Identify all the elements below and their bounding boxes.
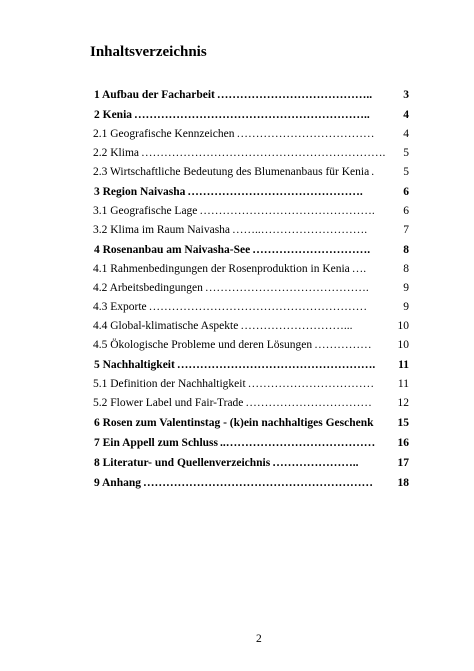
toc-entry-text: 2.2 Klima	[93, 147, 139, 159]
toc-entry[interactable]	[90, 355, 415, 375]
toc-entry-leader: …………………………………………………	[148, 301, 368, 313]
toc-entry-text: 1 Aufbau der Facharbeit	[94, 89, 215, 101]
toc-entry-page: 11	[397, 378, 409, 390]
toc-entry-leader: …………………………………………….	[176, 359, 376, 371]
toc-entry-leader: ..…………………………………	[219, 437, 376, 449]
toc-entry[interactable]	[90, 453, 415, 473]
toc-entry-text: 9 Anhang	[94, 477, 141, 489]
toc-entry[interactable]	[90, 221, 415, 240]
toc-entry-text: 3.1 Geografische Lage	[93, 205, 198, 217]
toc-entry[interactable]	[90, 336, 415, 355]
toc-entry[interactable]	[90, 182, 415, 202]
toc-entry[interactable]	[90, 473, 415, 493]
toc-entry-text: 4.1 Rahmenbedingungen der Rosenproduktion in Kenia	[93, 263, 350, 275]
toc-entry-leader: .	[371, 166, 375, 178]
toc-entry-page: 6	[403, 186, 409, 198]
toc-entry[interactable]	[90, 317, 415, 336]
toc-entry-page: 7	[403, 224, 409, 236]
toc-entry-page: 10	[397, 339, 409, 351]
toc-entry-page: 18	[397, 477, 409, 489]
toc-entry-page: 12	[397, 397, 409, 409]
toc-entry-text: 5.1 Definition der Nachhaltigkeit	[93, 378, 246, 390]
toc-entry-leader: ……………………………………….	[199, 205, 375, 217]
toc-entry[interactable]	[90, 240, 415, 260]
toc-entry-leader: ……………………………………….	[187, 186, 363, 198]
toc-entry[interactable]	[90, 202, 415, 221]
page-title: Inhaltsverzeichnis	[90, 44, 207, 60]
toc-entry-page: 9	[403, 282, 409, 294]
toc-entry-text: 3.2 Klima im Raum Naivasha	[93, 224, 231, 236]
toc-entry-page: 6	[403, 205, 409, 217]
toc-entry[interactable]	[90, 375, 415, 394]
toc-entry[interactable]	[90, 279, 415, 298]
toc-entry-page: 5	[403, 166, 409, 178]
toc-entry[interactable]	[90, 433, 415, 453]
toc-entry[interactable]	[90, 85, 415, 105]
toc-entry-text: 5.2 Flower Label und Fair-Trade	[93, 397, 244, 409]
toc-entry-text: 2.1 Geografische Kennzeichen	[93, 128, 235, 140]
toc-entry-page: 5	[403, 147, 409, 159]
toc-entry-text: 8 Literatur- und Quellenverzeichnis	[94, 457, 271, 469]
toc-entry[interactable]	[90, 394, 415, 413]
toc-entry-text: 6 Rosen zum Valentinstag - (k)ein nachhaltiges Geschenk	[94, 417, 374, 429]
toc-entry-text: 4 Rosenanbau am Naivasha-See	[94, 244, 251, 256]
toc-entry-page: 8	[403, 244, 409, 256]
toc-entry-leader: ……………………………………………………	[142, 477, 373, 489]
toc-entry-text: 4.2 Arbeitsbedingungen	[93, 282, 203, 294]
toc-entry[interactable]	[90, 413, 415, 433]
toc-entry-leader: ……………………………	[247, 378, 375, 390]
toc-entry-page: 9	[403, 301, 409, 313]
toc-entry-leader: ……………………………………………………..	[134, 109, 370, 121]
toc-entry[interactable]	[90, 163, 415, 182]
toc-entry-page: 8	[403, 263, 409, 275]
toc-entry-page: 15	[397, 417, 409, 429]
toc-entry-leader: …………………………………..	[216, 89, 373, 101]
toc-entry-leader: ………………………...	[240, 320, 353, 332]
toc-entry[interactable]	[90, 144, 415, 163]
toc-entry-text: 2.3 Wirtschaftliche Bedeutung des Blumenanbaus für Kenia	[93, 166, 370, 178]
toc-entry-leader: …………………..	[272, 457, 359, 469]
toc-entry-leader: ……..……………………….	[232, 224, 368, 236]
toc-entry-leader: ………………………………	[236, 128, 375, 140]
toc-entry-leader: ……………………………………………………….	[141, 147, 386, 159]
toc-entry[interactable]	[90, 125, 415, 144]
toc-entry-page: 16	[397, 437, 409, 449]
toc-entry-text: 3 Region Naivasha	[94, 186, 186, 198]
toc-entry-text: 7 Ein Appell zum Schluss	[94, 437, 218, 449]
toc-entry-page: 11	[398, 359, 409, 371]
toc-entry[interactable]	[90, 105, 415, 125]
toc-entry-page: 3	[403, 89, 409, 101]
toc-entry-page: 10	[397, 320, 409, 332]
toc-entry-text: 4.4 Global-klimatische Aspekte	[93, 320, 239, 332]
table-of-contents	[90, 85, 415, 493]
toc-entry-text: 4.3 Exporte	[93, 301, 147, 313]
toc-entry-leader: ………………………….	[252, 244, 371, 256]
toc-entry-leader: …………………………………….	[204, 282, 369, 294]
toc-entry-page: 4	[403, 109, 409, 121]
toc-entry-text: 2 Kenia	[94, 109, 133, 121]
toc-entry[interactable]	[90, 260, 415, 279]
toc-entry-leader: ……………	[314, 339, 372, 351]
toc-entry-leader: ……………………………	[245, 397, 372, 409]
toc-entry-page: 17	[397, 457, 409, 469]
page-number: 2	[256, 633, 262, 645]
toc-entry-text: 5 Nachhaltigkeit	[94, 359, 175, 371]
toc-entry-text: 4.5 Ökologische Probleme und deren Lösungen	[93, 339, 313, 351]
toc-entry-page: 4	[403, 128, 409, 140]
toc-entry-leader: ….	[351, 263, 367, 275]
toc-entry[interactable]	[90, 298, 415, 317]
